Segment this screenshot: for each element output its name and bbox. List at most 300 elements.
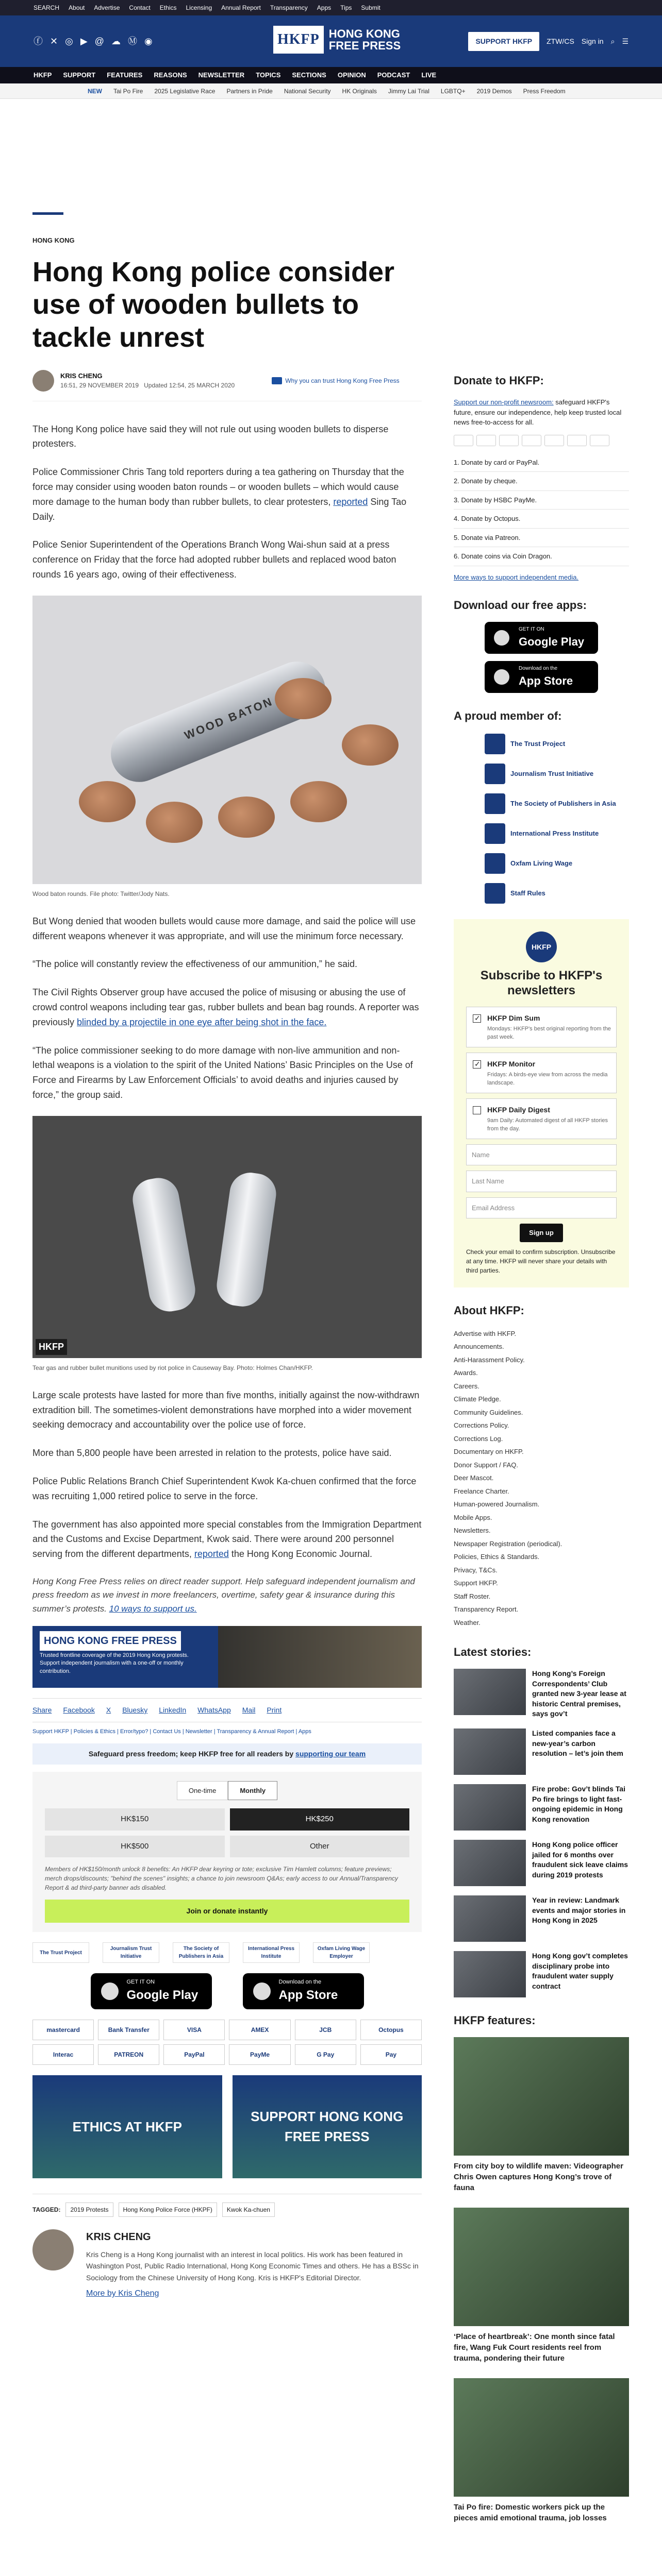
org-logo-icon <box>485 734 505 754</box>
feature-story[interactable] <box>454 2037 629 2193</box>
payment-method[interactable]: mastercard <box>32 2020 94 2040</box>
paypal-icon <box>476 435 496 446</box>
tag[interactable]: Kwok Ka-chuen <box>222 2202 275 2217</box>
paragraph: Police Senior Superintendent of the Operations Branch Wong Wai-shun said at a press conference on Friday that the force had adopted rubber bullets and replaced wood baton rounds 16 years ago, owing of their effectiveness. <box>32 539 396 580</box>
about-link[interactable]: Awards. <box>454 1369 478 1377</box>
store-small: Download on the <box>278 1978 322 1985</box>
google-play-icon <box>494 630 509 646</box>
payment-method[interactable]: VISA <box>163 2020 225 2040</box>
latest-story[interactable] <box>454 1728 629 1775</box>
baton-round <box>275 678 332 719</box>
latest-title: Latest stories: <box>454 1646 532 1659</box>
story-thumbnail <box>454 1669 526 1715</box>
paragraph: “The police will constantly review the effectiveness of our ammunition,” he said. <box>32 959 357 970</box>
author-box-name: KRIS CHENG <box>86 2231 151 2243</box>
donate-method[interactable]: 4. Donate by Octopus. <box>454 510 629 529</box>
member-logo[interactable]: The Trust Project <box>32 1942 89 1963</box>
newsletter-title: Subscribe to HKFP's newsletters <box>480 969 603 997</box>
visa-icon <box>499 435 519 446</box>
newsletter-option[interactable] <box>466 1098 617 1139</box>
article <box>32 212 422 2300</box>
baton-round <box>218 796 275 838</box>
about-widget <box>454 1302 629 1630</box>
store-name: App Store <box>519 674 573 687</box>
topbar-item-advertise[interactable]: Advertise <box>94 4 120 11</box>
nav-item-live[interactable]: LIVE <box>421 71 437 79</box>
story-title: Year in review: Landmark events and major stories in Hong Kong in 2025 <box>532 1896 626 1925</box>
topbar-item-transparency[interactable]: Transparency <box>270 4 308 11</box>
bank-icon <box>590 435 609 446</box>
updated-date: Updated 12:54, 25 MARCH 2020 <box>144 382 235 389</box>
about-link[interactable]: Donor Support / FAQ. <box>454 1461 519 1469</box>
support-promo[interactable]: SUPPORT HONG KONG FREE PRESS <box>233 2075 422 2178</box>
mastercard-icon <box>454 435 473 446</box>
donation-box <box>32 1772 422 1933</box>
share-bar <box>32 1698 422 1722</box>
nav-item-support[interactable]: SUPPORT <box>63 71 96 79</box>
amount-option-other[interactable]: Other <box>230 1836 410 1858</box>
cylinder-label: WOOD BATON <box>182 694 275 742</box>
amex-icon <box>522 435 541 446</box>
org-name: Journalism Trust Initiative <box>510 770 594 778</box>
share-label[interactable]: Share <box>32 1706 52 1714</box>
payment-method[interactable]: Bank Transfer <box>98 2020 159 2040</box>
donate-methods <box>454 453 629 566</box>
donate-method[interactable]: 5. Donate via Patreon. <box>454 529 629 548</box>
main-nav <box>0 67 662 83</box>
topbar-item-apps[interactable]: Apps <box>317 4 332 11</box>
feature-image <box>454 2378 629 2497</box>
text: safeguard HKFP's future, ensure our independence, help keep trusted local news free-to-access for all. <box>454 398 622 426</box>
newsletter-desc: Mondays: HKFP's best original reporting from the past week. <box>487 1025 611 1041</box>
facebook-icon[interactable]: ⓕ <box>34 36 43 46</box>
support-banner[interactable] <box>32 1626 422 1688</box>
org-name: Staff Rules <box>510 889 545 897</box>
latest-story[interactable] <box>454 1840 629 1886</box>
sidebar-google-play-button[interactable] <box>485 622 598 654</box>
support-appeal <box>32 1575 422 1616</box>
newsletter-name: HKFP Monitor <box>487 1059 536 1068</box>
topbar-item-contact[interactable]: Contact <box>129 4 151 11</box>
payment-method[interactable]: PayMe <box>229 2044 290 2065</box>
signup-button[interactable]: Sign up <box>520 1224 563 1242</box>
about-link[interactable]: Mobile Apps. <box>454 1513 492 1521</box>
trending-item[interactable]: 2019 Demos <box>476 87 512 95</box>
article-title: Hong Kong police consider use of wooden bullets to tackle unrest <box>32 256 395 353</box>
share-x[interactable]: X <box>106 1706 111 1714</box>
payment-method[interactable]: Interac <box>32 2044 94 2065</box>
join-donate-button[interactable]: Join or donate instantly <box>45 1900 409 1923</box>
support-hkfp-button[interactable]: SUPPORT HKFP <box>468 32 539 51</box>
x-icon[interactable]: ✕ <box>50 36 58 46</box>
story-title: Listed companies face a new-year’s carbon resolution – let’s join them <box>532 1729 623 1758</box>
signin-link[interactable]: Sign in <box>581 37 604 45</box>
story-title: Hong Kong’s Foreign Correspondents’ Club granted new 3-year lease at historic Central premises, says gov’t <box>532 1669 626 1718</box>
site-logo[interactable] <box>273 26 401 54</box>
feature-title: ‘Place of heartbreak’: One month since fatal fire, Wang Fuk Court residents reel from trauma, pondering their future <box>454 2332 615 2363</box>
payment-method[interactable]: PATREON <box>98 2044 159 2065</box>
banner-logo: HONG KONG FREE PRESS <box>40 1631 181 1651</box>
newsletter-badge: HKFP <box>526 931 557 962</box>
share-bluesky[interactable]: Bluesky <box>122 1706 148 1714</box>
sidebar <box>454 372 629 2538</box>
banner-photo <box>218 1626 422 1688</box>
more-ways-wrap <box>454 572 629 583</box>
support-team-link[interactable]: supporting our team <box>295 1749 366 1758</box>
about-link[interactable]: Careers. <box>454 1382 479 1390</box>
feature-title: Tai Po fire: Domestic workers pick up the pieces amid emotional trauma, job losses <box>454 2503 607 2523</box>
payment-method[interactable]: Octopus <box>360 2020 422 2040</box>
about-link[interactable]: Policies, Ethics & Standards. <box>454 1553 540 1561</box>
author-avatar <box>32 370 54 392</box>
app-store-buttons <box>32 1973 422 2009</box>
store-name: Google Play <box>519 635 585 648</box>
share-mail[interactable]: Mail <box>242 1706 256 1714</box>
about-link[interactable]: Corrections Policy. <box>454 1421 509 1430</box>
about-link[interactable]: Climate Pledge. <box>454 1395 501 1403</box>
language-switch[interactable]: ZTW/CS <box>547 37 574 45</box>
nav-item-topics[interactable]: TOPICS <box>256 71 281 79</box>
support-link[interactable]: 10 ways to support us. <box>109 1603 197 1614</box>
source-link[interactable]: blinded by a projectile in one eye after being shot in the face. <box>77 1016 327 1027</box>
about-link[interactable]: Corrections Log. <box>454 1434 503 1443</box>
about-link[interactable]: Anti-Harassment Policy. <box>454 1355 525 1364</box>
search-icon[interactable]: ⌕ <box>610 37 615 45</box>
apple-icon <box>253 1982 271 2000</box>
member-org[interactable] <box>485 733 629 755</box>
trending-item[interactable]: HK Originals <box>342 87 377 95</box>
member-benefits: Members of HK$150/month unlock 8 benefits: An HKFP dear keyring or tote; exclusive Tim Hamlett columns; feature previews; merch drops/discounts; "behind the scenes" insights; a chance to join newsroom Q&As; early access to our Annual/Transparency Report & ad third-party banner ads disabled. <box>45 1866 398 1891</box>
org-logo-icon <box>485 853 505 874</box>
baton-round <box>79 781 136 822</box>
source-link[interactable]: reported <box>333 496 368 507</box>
newsletter-checkbox[interactable] <box>473 1060 481 1069</box>
topbar-item-ethics[interactable]: Ethics <box>159 4 177 11</box>
nonprofit-link[interactable]: Support our non-profit newsroom: <box>454 398 554 406</box>
member-widget <box>454 707 629 905</box>
promo-tiles <box>32 2075 422 2178</box>
share-facebook[interactable]: Facebook <box>63 1706 95 1714</box>
feature-image <box>454 2208 629 2326</box>
newsletter-desc: 9am Daily: Automated digest of all HKFP stories from the day. <box>487 1117 608 1132</box>
donate-title: Donate to HKFP: <box>454 374 544 387</box>
about-link[interactable]: Community Guidelines. <box>454 1408 523 1416</box>
topbar-item-tips[interactable]: Tips <box>340 4 352 11</box>
donate-widget <box>454 372 629 582</box>
payment-method[interactable]: AMEX <box>229 2020 290 2040</box>
trending-item[interactable]: Tai Po Fire <box>113 87 143 95</box>
story-thumbnail <box>454 1895 526 1942</box>
share-print[interactable]: Print <box>267 1706 282 1714</box>
newsletter-widget <box>454 919 629 1287</box>
google-play-button[interactable] <box>91 1973 212 2009</box>
photo-caption: Wood baton rounds. File photo: Twitter/Jody Nats. <box>32 890 170 897</box>
payment-method[interactable]: G Pay <box>295 2044 356 2065</box>
about-link[interactable]: Freelance Charter. <box>454 1487 509 1495</box>
story-title: Hong Kong police officer jailed for 6 months over fraudulent sick leave claims during 2019 protests <box>532 1840 628 1879</box>
member-logo[interactable]: The Society of Publishers in Asia <box>173 1942 229 1963</box>
text: Police Commissioner Chris Tang told reporters during a tea gathering on Thursday that the force may consider using wooden baton rounds – or wooden bullets – which would cause more damage to the human body than rubber bullets, to clear protesters, <box>32 467 404 507</box>
youtube-icon[interactable]: ▶ <box>80 36 88 46</box>
baton-round <box>290 781 347 822</box>
about-title: About HKFP: <box>454 1303 524 1317</box>
feature-story[interactable] <box>454 2378 629 2523</box>
member-org[interactable] <box>485 882 629 905</box>
trust-link-text: Why you can trust Hong Kong Free Press <box>285 377 400 384</box>
photo-caption: Tear gas and rubber bullet munitions used by riot police in Causeway Bay. Photo: Holmes Chan/HKFP. <box>32 1364 313 1371</box>
amount-option[interactable]: HK$150 <box>45 1808 225 1831</box>
store-small: GET IT ON <box>126 1978 155 1985</box>
apps-title: Download our free apps: <box>454 599 587 612</box>
member-org[interactable] <box>485 792 629 815</box>
about-link[interactable]: Human-powered Journalism. <box>454 1500 540 1509</box>
logo-text <box>329 28 401 52</box>
onetime-option[interactable]: One-time <box>177 1781 228 1801</box>
tag[interactable]: Hong Kong Police Force (HKPF) <box>119 2202 217 2217</box>
paragraph: Large scale protests have lasted for more than five months, initially against the now-withdrawn extradition bill. The sometimes-violent demonstrations have morphed into a wider movement seeking democracy and accountability over the police use of force. <box>32 1389 420 1430</box>
sidebar-app-store-button[interactable] <box>485 661 598 693</box>
apps-widget <box>454 597 629 693</box>
store-name: Google Play <box>126 1988 198 2003</box>
org-logo-icon <box>485 883 505 904</box>
payment-method[interactable]: JCB <box>295 2020 356 2040</box>
about-link[interactable]: Newspaper Registration (periodical). <box>454 1539 562 1548</box>
member-org[interactable] <box>485 762 629 785</box>
more-by-author-link[interactable]: More by Kris Cheng <box>86 2289 159 2298</box>
mastodon-icon[interactable]: Ⓜ <box>127 36 137 46</box>
trending-bar <box>0 83 662 99</box>
app-store-button[interactable] <box>243 1973 364 2009</box>
story-title: Hong Kong gov’t completes disciplinary probe into fraudulent water supply contract <box>532 1952 628 1990</box>
munitions-photo <box>32 1116 422 1358</box>
membership-logos <box>32 1942 422 1963</box>
store-small: Download on the <box>519 666 558 671</box>
latest-story[interactable] <box>454 1951 629 1997</box>
text: The government has also appointed more special constables from the Immigration Department and the Customs and Excise Department, Kwok said. There were around 200 personnel serving from the different departments, <box>32 1519 422 1560</box>
latest-story[interactable] <box>454 1895 629 1942</box>
last-name-field[interactable]: Last Name <box>466 1171 617 1192</box>
about-link[interactable]: Transparency Report. <box>454 1605 519 1614</box>
newsletter-checkbox[interactable] <box>473 1014 481 1023</box>
byline-text <box>60 371 235 391</box>
paragraph: More than 5,800 people have been arrested in relation to the protests, police have said. <box>32 1448 392 1459</box>
about-link[interactable]: Support HKFP. <box>454 1579 498 1587</box>
share-linkedin[interactable]: LinkedIn <box>159 1706 187 1714</box>
byline <box>32 370 422 401</box>
about-link[interactable]: Documentary on HKFP. <box>454 1448 524 1456</box>
banner-text: Trusted frontline coverage of the 2019 Hong Kong protests. Support independent journalism with a one-off or monthly contribution. <box>40 1652 189 1674</box>
nav-item-podcast[interactable]: PODCAST <box>377 71 410 79</box>
story-thumbnail <box>454 1951 526 1997</box>
instagram-icon[interactable]: ◎ <box>65 36 73 46</box>
payment-method[interactable]: PayPal <box>163 2044 225 2065</box>
nav-item-features[interactable]: FEATURES <box>107 71 143 79</box>
text: the Hong Kong Economic Journal. <box>228 1549 373 1560</box>
publish-date: 16:51, 29 NOVEMBER 2019 <box>60 382 139 389</box>
member-org[interactable] <box>485 852 629 875</box>
donation-amounts <box>45 1808 409 1857</box>
share-whatsapp[interactable]: WhatsApp <box>197 1706 231 1714</box>
topbar-item-licensing[interactable]: Licensing <box>186 4 212 11</box>
donate-method[interactable]: 3. Donate by HSBC PayMe. <box>454 491 629 510</box>
monthly-option[interactable]: Monthly <box>228 1781 277 1801</box>
latest-story[interactable] <box>454 1669 629 1719</box>
social-links <box>34 35 153 48</box>
trust-badge-icon <box>272 377 282 384</box>
about-link[interactable]: Newsletters. <box>454 1527 491 1535</box>
features-title: HKFP features: <box>454 2014 536 2027</box>
ethics-promo[interactable]: ETHICS AT HKFP <box>32 2075 222 2178</box>
trending-item[interactable]: Partners in Pride <box>226 87 273 95</box>
paragraph: The Hong Kong police have said they will not rule out using wooden bullets to disperse protesters. <box>32 423 389 449</box>
logo-line-1: HONG KONG <box>328 27 400 40</box>
text: The Civil Rights Observer group have accused the police of misusing or abusing the use of crowd control weapons including tear gas, rubber bullets and bean bag rounds. A reporter was previously <box>32 987 419 1027</box>
about-link[interactable]: Privacy, T&Cs. <box>454 1566 498 1574</box>
payment-method[interactable]: Pay <box>360 2044 422 2065</box>
logo-line-2: FREE PRESS <box>328 39 401 52</box>
story-thumbnail <box>454 1840 526 1886</box>
more-ways-link[interactable]: More ways to support independent media. <box>454 573 579 581</box>
name-field[interactable]: Name <box>466 1144 617 1166</box>
paragraph <box>32 1517 422 1562</box>
logo-box: HKFP <box>273 26 324 54</box>
text: Hong Kong Free Press relies on direct reader support. Help safeguard independent journalism and press freedom as we invest in more freelancers, overtime, safety gear & insurance during this summer’s protests. <box>32 1576 415 1614</box>
nav-item-hkfp[interactable]: HKFP <box>34 71 52 79</box>
article-category[interactable]: HONG KONG <box>32 236 75 244</box>
title-rule <box>32 212 63 215</box>
google-play-icon <box>101 1982 119 2000</box>
author-name[interactable]: KRIS CHENG <box>60 371 103 380</box>
threads-icon[interactable]: @ <box>94 36 104 46</box>
paragraph: But Wong denied that wooden bullets would cause more damage, and said the police will use different weapons whenever it was appropriate, and will use the minimum force necessary. <box>32 916 416 941</box>
donate-method[interactable]: 6. Donate coins via Coin Dragon. <box>454 547 629 566</box>
member-org[interactable] <box>485 822 629 845</box>
features-widget <box>454 2012 629 2523</box>
nav-item-newsletter[interactable]: NEWSLETTER <box>198 71 245 79</box>
newsletter-desc: Fridays: A birds-eye view from across the media landscape. <box>487 1071 608 1087</box>
amount-option-selected[interactable]: HK$250 <box>230 1808 410 1831</box>
source-link[interactable]: reported <box>194 1549 229 1560</box>
tag[interactable]: 2019 Protests <box>65 2202 113 2217</box>
donation-frequency-toggle <box>45 1781 409 1801</box>
newsletter-note: Check your email to confirm subscription. Unsubscribe at any time. HKFP will never share your details with third parties. <box>466 1248 616 1274</box>
latest-widget <box>454 1643 629 1997</box>
feature-image <box>454 2037 629 2156</box>
about-link[interactable]: Deer Mascot. <box>454 1474 494 1482</box>
story-thumbnail <box>454 1784 526 1831</box>
topbar-item-submit[interactable]: Submit <box>361 4 380 11</box>
member-title: A proud member of: <box>454 709 562 722</box>
trending-item[interactable]: Jimmy Lai Trial <box>388 87 429 95</box>
tagged-label: TAGGED: <box>32 2206 61 2213</box>
about-link[interactable]: Announcements. <box>454 1343 504 1351</box>
about-link[interactable]: Staff Roster. <box>454 1592 491 1600</box>
member-logo[interactable]: Oxfam Living Wage Employer <box>313 1942 370 1963</box>
trending-new-label: NEW <box>88 87 102 95</box>
newsletter-name: HKFP Dim Sum <box>487 1013 540 1022</box>
tag-list <box>32 2194 422 2217</box>
newsletter-option[interactable] <box>466 1053 617 1093</box>
jcb-icon <box>544 435 564 446</box>
trending-item[interactable]: LGBTQ+ <box>440 87 466 95</box>
menu-icon[interactable]: ☰ <box>622 37 628 45</box>
member-logo[interactable]: Journalism Trust Initiative <box>103 1942 159 1963</box>
topbar-item-annual-report[interactable]: Annual Report <box>221 4 261 11</box>
nav-item-reasons[interactable]: REASONS <box>154 71 187 79</box>
rss-icon[interactable]: ◉ <box>144 36 153 46</box>
unionpay-icon <box>567 435 587 446</box>
store-small: GET IT ON <box>519 626 544 632</box>
trending-item[interactable]: 2025 Legislative Race <box>154 87 216 95</box>
topbar-item-about[interactable]: About <box>69 4 85 11</box>
munition-shell <box>214 1170 278 1309</box>
donate-method[interactable]: 1. Donate by card or PayPal. <box>454 453 629 472</box>
trust-link[interactable] <box>272 376 399 385</box>
safeguard-bar <box>32 1743 422 1765</box>
trending-item[interactable]: National Security <box>284 87 331 95</box>
newsletter-checkbox[interactable] <box>473 1106 481 1114</box>
org-name: The Society of Publishers in Asia <box>510 800 616 808</box>
newsletter-name: HKFP Daily Digest <box>487 1105 550 1114</box>
card-icons <box>454 435 629 446</box>
photo-watermark: HKFP <box>36 1339 67 1355</box>
author-box <box>32 2229 422 2300</box>
member-logo[interactable]: International Press Institute <box>243 1942 300 1963</box>
org-logo-icon <box>485 764 505 784</box>
baton-round <box>146 802 203 843</box>
donate-method[interactable]: 2. Donate by cheque. <box>454 472 629 491</box>
apple-icon <box>494 669 509 685</box>
author-bio: Kris Cheng is a Hong Kong journalist with an interest in local politics. His work has been featured in Washington Post, Public Radio International, Hong Kong Economic Times and others. He has a BSSc in Sociology from the Chinese University of Hong Kong. Kris is HKFP's Editorial Director. <box>86 2250 419 2282</box>
top-utility-bar <box>0 0 662 15</box>
nav-item-opinion[interactable]: OPINION <box>337 71 366 79</box>
site-header <box>0 15 662 67</box>
byline-dates <box>60 381 235 390</box>
story-thumbnail <box>454 1728 526 1775</box>
latest-story[interactable] <box>454 1784 629 1831</box>
wood-baton-photo <box>32 596 422 884</box>
paragraph <box>32 465 422 524</box>
story-title: Fire probe: Gov’t blinds Tai Po fire brings to light fast-ongoing epidemic in Hong Kong renovation <box>532 1785 625 1823</box>
donate-text <box>454 397 629 428</box>
email-field[interactable]: Email Address <box>466 1197 617 1219</box>
about-link[interactable]: Advertise with HKFP. <box>454 1329 517 1337</box>
topbar-item-search[interactable]: SEARCH <box>34 4 60 11</box>
bluesky-icon[interactable]: ☁ <box>111 36 121 46</box>
payment-methods <box>32 2020 422 2065</box>
wood-baton-cylinder <box>102 653 334 790</box>
header-actions <box>468 32 628 51</box>
trending-item[interactable]: Press Freedom <box>523 87 566 95</box>
paragraph: “The police commissioner seeking to do more damage with non-live ammunition and non-lethal weapons is a violation to the spirit of the United Nations’ Basic Principles on the Use of Force and Firearms by Law Enforcement Officials’ to avoid deaths and injuries caused by force,” the group said. <box>32 1045 413 1100</box>
text: Sing Tao Daily. <box>32 496 407 522</box>
org-logo-icon <box>485 823 505 844</box>
store-name: App Store <box>278 1988 338 2003</box>
about-link[interactable]: Weather. <box>454 1618 481 1626</box>
newsletter-option[interactable] <box>466 1007 617 1047</box>
amount-option[interactable]: HK$500 <box>45 1836 225 1858</box>
org-name: Oxfam Living Wage <box>510 859 573 868</box>
org-logo-icon <box>485 793 505 814</box>
feature-story[interactable] <box>454 2208 629 2364</box>
author-details <box>86 2229 422 2300</box>
text: Safeguard press freedom; keep HKFP free for all readers by <box>88 1749 296 1758</box>
nav-item-sections[interactable]: SECTIONS <box>292 71 326 79</box>
paragraph <box>32 985 422 1029</box>
paragraph: Police Public Relations Branch Chief Superintendent Kwok Ka-chuen confirmed that the force was recruiting 1,000 retired police to serve in the force. <box>32 1476 417 1501</box>
baton-round <box>342 724 399 766</box>
article-footer-links[interactable]: Support HKFP | Policies & Ethics | Error/typo? | Contact Us | Newsletter | Transparency & Annual Report | Apps <box>32 1728 311 1735</box>
